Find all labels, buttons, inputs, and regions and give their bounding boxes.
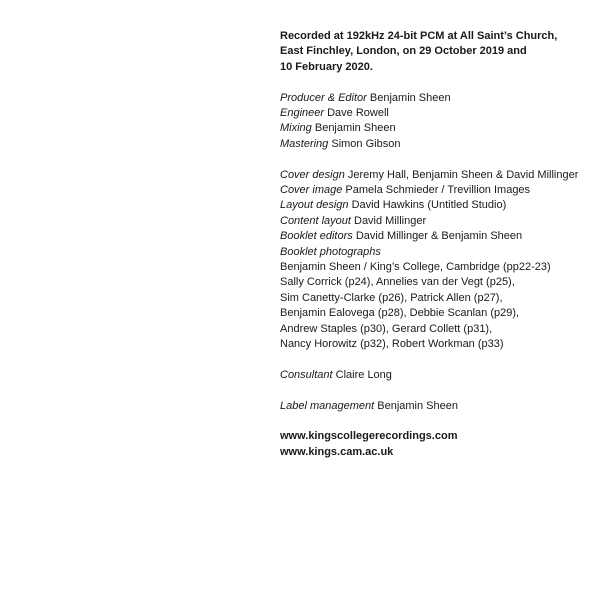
consultant-credit: [280, 368, 596, 383]
design-credits: [280, 168, 596, 353]
credit-role: Label management: [280, 399, 375, 412]
credit-name: Benjamin Sheen: [314, 122, 396, 135]
credit-role: Engineer: [280, 107, 325, 120]
credit-name: Simon Gibson: [331, 137, 401, 150]
credits-block: [280, 29, 596, 460]
credit-consultant: [280, 368, 596, 383]
credit-mastering: [280, 137, 596, 152]
credit-booklet-photographs-role: Booklet photographs: [280, 245, 381, 258]
production-credits: [280, 91, 596, 153]
credit-engineer: [280, 106, 596, 121]
credit-layout-design: [280, 198, 596, 213]
credit-content-layout: [280, 214, 596, 229]
credit-name: Benjamin Sheen: [377, 399, 458, 412]
credit-role: Booklet editors: [280, 230, 353, 243]
credit-producer-editor: [280, 91, 596, 106]
credit-booklet-editors: [280, 229, 596, 244]
credit-role: Consultant: [280, 368, 333, 381]
credit-cover-design: [280, 168, 596, 183]
label-credit: [280, 399, 596, 414]
credit-role: Content layout: [280, 214, 351, 227]
photo-credit-line: Nancy Horowitz (p32), Robert Workman (p33): [280, 338, 504, 351]
photo-credit-line: Benjamin Ealovega (p28), Debbie Scanlan (p29),: [280, 307, 520, 320]
credit-role: Mastering: [280, 137, 329, 150]
credit-cover-image: [280, 183, 596, 198]
credit-role: Producer & Editor: [280, 91, 367, 104]
credit-name: Claire Long: [335, 368, 392, 381]
websites: [280, 429, 596, 460]
credit-name: Dave Rowell: [327, 107, 389, 120]
photo-credit-line: Andrew Staples (p30), Gerard Collett (p31),: [280, 322, 493, 335]
website-kingscollegerecordings: www.kingscollegerecordings.com: [280, 430, 458, 443]
website-kings-cam: www.kings.cam.ac.uk: [280, 445, 394, 458]
credit-name: Jeremy Hall, Benjamin Sheen & David Millinger: [347, 168, 579, 181]
credit-label-management: [280, 399, 596, 414]
photo-credit-line: Sally Corrick (p24), Annelies van der Vegt (p25),: [280, 276, 515, 289]
credit-role: Cover image: [280, 184, 343, 197]
credit-mixing: [280, 121, 596, 136]
recording-line: Recorded at 192kHz 24-bit PCM at All Saint’s Church,: [280, 30, 558, 42]
credit-role: Cover design: [280, 168, 345, 181]
credit-name: David Hawkins (Untitled Studio): [351, 199, 507, 212]
photo-credit-line: Sim Canetty-Clarke (p26), Patrick Allen (p27),: [280, 291, 503, 304]
credit-role: Mixing: [280, 122, 312, 135]
credit-name: Benjamin Sheen: [369, 91, 451, 104]
credit-name: Pamela Schmieder / Trevillion Images: [345, 184, 531, 197]
credit-name: David Millinger: [354, 214, 427, 227]
recording-note: [280, 29, 596, 75]
recording-line: 10 February 2020.: [280, 60, 373, 73]
recording-line: East Finchley, London, on 29 October 2019 and: [280, 45, 527, 58]
photo-credit-line: Benjamin Sheen / King’s College, Cambridge (pp22-23): [280, 261, 551, 274]
credit-name: David Millinger & Benjamin Sheen: [355, 230, 523, 243]
credit-role: Layout design: [280, 199, 349, 212]
